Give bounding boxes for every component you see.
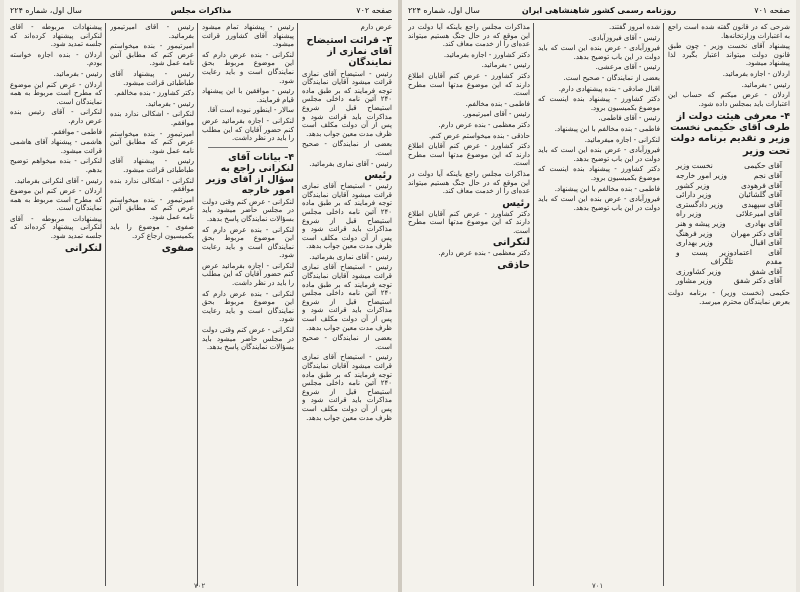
speaker-name: رئیس <box>502 197 530 209</box>
minister-name: آقای دکتر مهران <box>730 228 782 238</box>
left-col-4 <box>10 23 102 586</box>
minister-name: آقای اقبال <box>750 238 782 248</box>
paragraph: مذاکرات مجلس راجع باینکه آیا دولت در این موقع که در حال جنگ هستیم میتواند عده‌ای را از خدمت معاف کند. <box>408 23 530 49</box>
left-col-1 <box>302 23 392 586</box>
paragraph: فاطمی - موافقم. <box>51 127 102 136</box>
minister-post: نخست وزیر <box>676 161 713 171</box>
paragraph: لنکرانی - آقای رئیس بنده عرض دارم. <box>10 108 102 125</box>
column-divider <box>105 23 106 586</box>
left-page <box>4 0 398 592</box>
subheading: تحت وزیر <box>743 146 790 158</box>
minister-post: وزیر دادگستری <box>676 199 724 209</box>
paragraph: فاطمی - بنده مخالفم با این پیشنهاد. <box>554 124 660 133</box>
minister-post: وزیر امور خارجه <box>676 170 728 180</box>
right-col-1 <box>408 23 530 586</box>
paragraph: دکتر معظمی - بنده عرض دارم. <box>438 249 530 258</box>
right-page-footer-number: ۷۰۱ <box>592 582 604 590</box>
minister-post: وزیر پست و تلگراف <box>676 247 734 267</box>
minister-row <box>668 171 790 181</box>
paragraph: امیرتیمور - بنده میخواستم عرض کنم که مطابق آئین نامه عمل شود. <box>110 42 194 68</box>
right-page <box>402 0 796 592</box>
paragraph: بعضی از نمایندگان - صحیح است. <box>563 73 660 82</box>
paragraph: دکتر کشاورز - عرض کنم آقایان اطلاع دارند که این موضوع مدتها است مطرح است. <box>408 209 530 235</box>
paragraph: سالار - اینطور نبوده است آقا. <box>207 106 294 115</box>
column-divider <box>197 23 198 586</box>
header-rule <box>408 19 790 20</box>
paragraph: حکیمی (نخست وزیر) - برنامه دولت بعرض نمایندگان محترم میرسد. <box>668 289 790 306</box>
left-page-footer-number: ۷۰۲ <box>194 582 206 590</box>
col-intro: عرض دارم <box>360 23 392 31</box>
header-rule <box>10 19 392 20</box>
paragraph: رئیس - پیشنهاد تمام میشود پیشنهاد آقای کشاورز قرائت میشود. <box>202 23 294 49</box>
left-col-2 <box>202 23 294 586</box>
paragraph: هاشمی - پیشنهاد آقای هاشمی قرائت میشود. <box>10 138 102 155</box>
paragraph: رئیس - آقای امیرتیمور بفرمائید. <box>110 23 194 40</box>
paragraph: فیروزآبادی - عرض بنده این است که باید دولت در این باب توضیح بدهد. <box>538 146 660 163</box>
speaker-name: صفوی <box>161 242 194 254</box>
paragraph: دکتر کشاورز - پیشنهاد بنده اینست که موضوع بکمیسیون برود. <box>538 95 660 112</box>
paragraph: شرحی که در قانون گفته شده است راجع به اعتبارات وزارتخانه‌ها. <box>668 23 790 40</box>
minister-row <box>668 229 790 239</box>
paragraph: فاطمی - بنده مخالفم با این پیشنهاد. <box>554 184 660 193</box>
column-divider <box>663 23 664 586</box>
paragraph: بعضی از نمایندگان - صحیح است. <box>302 334 392 351</box>
paragraph: رئیس - آقای فیروزآبادی. <box>588 33 660 42</box>
paragraph: اردلان - بنده اجازه خواسته بودم. <box>10 50 102 68</box>
paragraph: لنکرانی - بنده عرض دارم که این موضوع مربوط بحق نمایندگان است و باید رعایت شود. <box>202 225 294 260</box>
paragraph: لنکرانی - بنده عرض دارم که این موضوع مربوط بحق نمایندگان است و باید رعایت شود. <box>202 289 294 324</box>
paragraph: اردلان - عرض کنم این موضوع که مطرح است مربوط به همه نمایندگان است. <box>10 80 102 106</box>
paragraph: رئیس - بفرمائید. <box>53 69 102 78</box>
paragraph: لنکرانی - اجازه میفرمائید. <box>584 135 660 144</box>
paragraph: دکتر معظمی - بنده عرض دارم. <box>438 120 530 129</box>
paragraph: حاذقی - بنده میخواستم عرض کنم. <box>428 131 530 140</box>
paragraph: بعضی از نمایندگان - صحیح است. <box>302 140 392 157</box>
left-col-3 <box>110 23 194 586</box>
minister-name: آقای فرهودی <box>741 180 782 190</box>
paragraph: فاطمی - بنده مخالفم. <box>465 99 530 108</box>
speaker-name: حاذقی <box>497 260 530 272</box>
minister-row <box>668 181 790 191</box>
paragraph: پیشنهاد آقای نخست وزیر - چون طبق قانون دولت میتواند اعتبار بگیرد لذا پیشنهاد میشود. <box>668 42 790 68</box>
paragraph: اردلان - اجازه بفرمائید. <box>722 69 790 78</box>
paragraph: رئیس - آقای لنکرانی بفرمائید. <box>14 176 102 185</box>
minister-post: وزیر فرهنگ <box>676 228 713 238</box>
right-page-title: روزنامه رسمی کشور شاهنشاهی ایران <box>521 6 677 15</box>
paragraph: رئیس - استیضاح آقای نمازی قرائت میشود آقایان نمایندگان توجه فرمایند که بر طبق ماده ۲۴۰ آئین نامه داخلی مجلس استیضاح قبل از شروع مذاکرات باید قرائت شود و پس از آن دولت مکلف است ظرف مدت معین جواب بدهد. <box>302 353 392 422</box>
paragraph: اردلان - عرض کنم این موضوع که مطرح است مربوط به همه نمایندگان است. <box>10 187 102 213</box>
paragraph: فیروزآبادی - عرض بنده این است که باید دولت در این باب توضیح بدهد. <box>538 195 660 212</box>
minister-name: آقای سپهبدی <box>741 199 782 209</box>
left-page-header <box>10 4 392 18</box>
left-page-title: مذاکرات مجلس <box>170 6 232 15</box>
paragraph: رئیس - بفرمائید. <box>145 99 194 108</box>
paragraph: صفوی - موضوع را باید بکمیسیون ارجاع کرد. <box>110 223 194 241</box>
section-heading: ۴- بیانات آقای لنکرانی راجع به سؤال از آقای وزیر امور خارجه <box>205 151 294 196</box>
right-page-number: صفحه ۷۰۱ <box>754 6 790 15</box>
paragraph: لنکرانی - اجازه بفرمائید عرض کنم حضور آقایان که این مطلب را باید در نظر داشت. <box>202 261 294 288</box>
minister-list <box>668 161 790 286</box>
paragraph: رئیس - موافقین با این پیشنهاد قیام فرمایند. <box>202 87 294 104</box>
paragraph: رئیس - پیشنهاد آقای طباطبائی قرائت میشود. <box>110 157 194 174</box>
minister-row <box>668 190 790 200</box>
paragraph: دکتر کشاورز - بنده مخالفم. <box>114 89 194 98</box>
paragraph: امیرتیمور - بنده میخواستم عرض کنم که مطابق آئین نامه عمل شود. <box>110 129 194 155</box>
right-col-ministers <box>668 23 790 586</box>
minister-name: آقای شفق <box>749 266 782 276</box>
column-divider <box>533 23 534 586</box>
minister-post: وزیر بهداری <box>676 238 713 248</box>
minister-row <box>668 161 790 171</box>
section-heading: ۳- قرائت استیضاح آقای نمازی از نمایندگان <box>306 34 392 68</box>
minister-row <box>668 219 790 229</box>
minister-post: وزیر دارائی <box>676 190 712 200</box>
minister-post: وزیر مشاور <box>676 276 713 286</box>
minister-post: وزیر کشاورزی <box>676 266 722 276</box>
minister-row <box>668 200 790 210</box>
minister-name: آقای گلشائیان <box>738 190 782 200</box>
section-rule <box>208 147 288 148</box>
left-page-number: صفحه ۷۰۲ <box>356 6 392 15</box>
paragraph: فیروزآبادی - عرض بنده این است که باید دولت در این باب توضیح بدهد. <box>538 44 660 61</box>
minister-row <box>668 209 790 219</box>
right-page-issue: سال اول، شماره ۲۲۴ <box>408 6 480 15</box>
paragraph: رئیس - بفرمائید. <box>481 61 530 70</box>
column-divider <box>297 23 298 586</box>
paragraph: اقبال صادقی - بنده پیشنهادی دارم. <box>558 84 660 93</box>
paragraph: لنکرانی - اشکالی ندارد بنده موافقم. <box>110 176 194 194</box>
paragraph: لنکرانی - بنده عرض دارم که این موضوع مربوط بحق نمایندگان است و باید رعایت شود. <box>202 50 294 85</box>
paragraph: دکتر کشاورز - عرض کنم آقایان اطلاع دارند که این موضوع مدتها است مطرح است. <box>408 71 530 98</box>
paragraph: لنکرانی - عرض کنم وقتی دولت در مجلس حاضر میشود باید بسؤالات نمایندگان پاسخ بدهد. <box>202 326 294 352</box>
paragraph: پیشنهادات مربوطه - آقای لنکرانی پیشنهاد کرده‌اند که جلسه تمدید شود. <box>10 23 102 49</box>
right-col-2 <box>538 23 660 586</box>
paragraph: اردلان - عرض میکنم که حساب این اعتبارات باید بمجلس داده شود. <box>668 91 790 108</box>
paragraph: شده امروز گفتند. <box>609 23 660 31</box>
paragraph: رئیس - استیضاح آقای نمازی قرائت میشود آقایان نمایندگان توجه فرمایند که بر طبق ماده ۲۴۰ آئین نامه داخلی مجلس استیضاح قبل از شروع مذاکرات باید قرائت شود و پس از آن دولت مکلف است ظرف مدت معین جواب بدهد. <box>302 263 392 332</box>
minister-name: آقای امیرعلائی <box>736 209 782 219</box>
paragraph: دکتر کشاورز - عرض کنم آقایان اطلاع دارند که این موضوع مدتها است مطرح است. <box>408 142 530 168</box>
paragraph: رئیس - آقای نمازی بفرمائید. <box>309 252 392 261</box>
paragraph: رئیس - آقای امیرتیمور. <box>462 110 530 119</box>
minister-name: آقای نجم <box>753 170 782 180</box>
paragraph: لنکرانی - عرض کنم وقتی دولت در مجلس حاضر میشود باید بسؤالات نمایندگان پاسخ بدهد. <box>202 197 294 223</box>
paragraph: رئیس - بفرمائید. <box>741 80 790 89</box>
speaker-name: رئیس <box>364 170 392 182</box>
section-heading: ۴- معرفی هیئت دولت از طرف آقای حکیمی نخست وزیر و تقدیم برنامه دولت <box>670 111 790 145</box>
paragraph: دکتر کشاورز - اجازه بفرمائید. <box>443 50 530 59</box>
paragraph: لنکرانی - اشکالی ندارد بنده موافقم. <box>110 110 194 127</box>
paragraph: رئیس - پیشنهاد آقای طباطبائی قرائت میشود. <box>110 69 194 87</box>
minister-post: وزیر پیشه و هنر <box>676 218 726 228</box>
paragraph: مذاکرات مجلس راجع باینکه آیا دولت در این موقع که در حال جنگ هستیم میتواند عده‌ای را از خدمت معاف کند. <box>408 169 530 196</box>
minister-post: وزیر کشور <box>676 180 710 190</box>
paragraph: لنکرانی - اجازه بفرمائید عرض کنم حضور آقایان که این مطلب را باید در نظر داشت. <box>202 116 294 143</box>
minister-name: آقای اعتماد مقدم <box>733 247 782 267</box>
speaker-name: لنکرانی <box>492 237 530 249</box>
minister-row <box>668 276 790 286</box>
paragraph: رئیس - آقای مرعشی. <box>595 63 660 72</box>
paragraph: پیشنهادات مربوطه - آقای لنکرانی پیشنهاد کرده‌اند که جلسه تمدید شود. <box>10 214 102 241</box>
minister-row <box>668 248 790 267</box>
paragraph: رئیس - استیضاح آقای نمازی قرائت میشود آقایان نمایندگان توجه فرمایند که بر طبق ماده ۲۴۰ آئین نامه داخلی مجلس استیضاح قبل از شروع مذاکرات باید قرائت شود و پس از آن دولت مکلف است ظرف مدت معین جواب بدهد. <box>302 182 392 251</box>
minister-name: آقای بهادری <box>745 218 782 228</box>
paragraph: امیرتیمور - بنده میخواستم عرض کنم که مطابق آئین نامه عمل شود. <box>110 195 194 221</box>
left-page-issue: سال اول، شماره ۲۲۴ <box>10 6 82 15</box>
right-page-header <box>408 4 790 18</box>
minister-name: آقای حکیمی <box>744 161 782 171</box>
paragraph: دکتر کشاورز - پیشنهاد بنده اینست که موضوع بکمیسیون برود. <box>538 165 660 182</box>
paragraph: رئیس - استیضاح آقای نمازی قرائت میشود آقایان نمایندگان توجه فرمایند که بر طبق ماده ۲۴۰ آئین نامه داخلی مجلس استیضاح قبل از شروع مذاکرات باید قرائت شود و پس از آن دولت مکلف است ظرف مدت معین جواب بدهد. <box>302 69 392 138</box>
minister-post: وزیر راه <box>676 209 702 219</box>
paragraph: رئیس - آقای فاطمی. <box>598 114 660 123</box>
minister-name: آقای دکتر شفق <box>733 276 782 286</box>
minister-row <box>668 238 790 248</box>
speaker-name: لنکرانی <box>64 242 102 254</box>
paragraph: رئیس - آقای نمازی بفرمائید. <box>309 159 392 168</box>
paragraph: لنکرانی - بنده میخواهم توضیح بدهم. <box>10 157 102 174</box>
